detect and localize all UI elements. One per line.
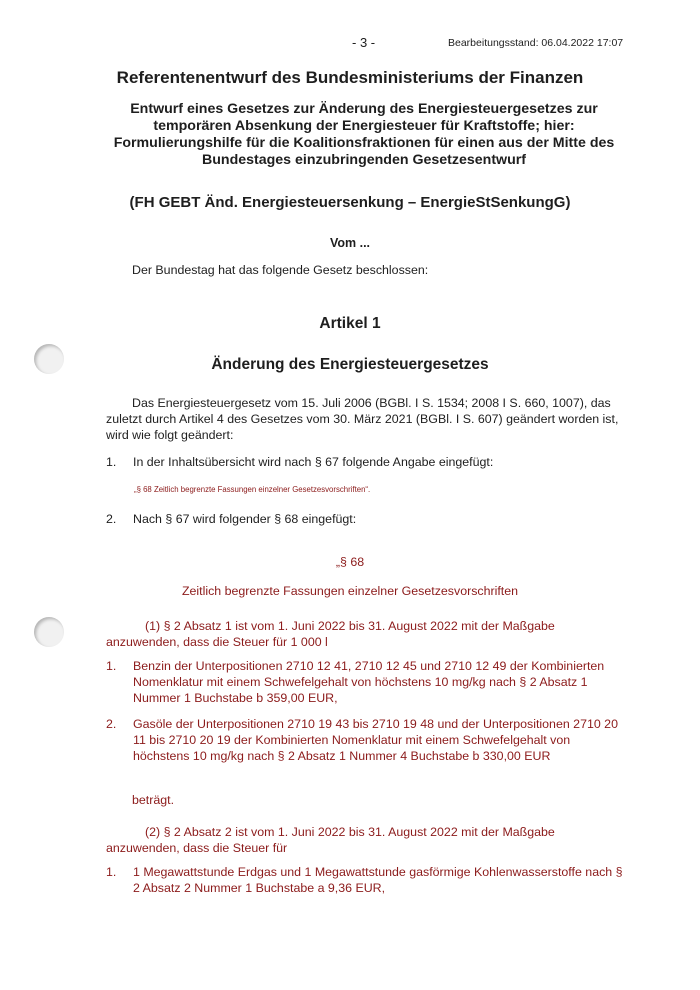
list-number: 2. xyxy=(106,512,117,526)
list-number: 1. xyxy=(106,455,117,469)
list-text: In der Inhaltsübersicht wird nach § 67 folgende Angabe eingefügt: xyxy=(133,455,494,469)
article-heading: Artikel 1 xyxy=(319,315,381,332)
page-number: - 3 - xyxy=(352,35,376,50)
article-paragraph: Das Energiesteuergesetz vom 15. Juli 2006 (BGBl. I S. 1534; 2008 I S. 660, 1007), das zuletzt durch Artikel 4 des Gesetzes vom 30. März 2021 (BGBl. I S. 607) geändert worden ist, wird wie folgt geändert: xyxy=(106,396,619,442)
punch-hole xyxy=(34,617,64,647)
article-title: Änderung des Energiesteuergesetzes xyxy=(211,356,489,373)
list-text: Gasöle der Unterpositionen 2710 19 43 bis 2710 19 48 und der Unterpositionen 2710 20 11 bis 2710 20 19 der Kombinierten Nomenklatur mit einem Schwefelgehalt von höchstens 10 mg/kg nach § 2 Absatz 1 Nummer 4 Buchstabe b 330,00 EUR xyxy=(133,717,618,763)
short-title: (FH GEBT Änd. Energiesteuersenkung – EnergieStSenkungG) xyxy=(129,194,571,211)
section-paragraph-2: (2) § 2 Absatz 2 ist vom 1. Juni 2022 bis 31. August 2022 mit der Maßgabe anzuwenden, dass die Steuer für xyxy=(106,825,555,855)
list-text: Benzin der Unterpositionen 2710 12 41, 2710 12 45 und 2710 12 49 der Kombinierten Nomenklatur mit einem Schwefelgehalt von höchstens 10 mg/kg nach § 2 Absatz 1 Nummer 1 Buchstabe b 359,00 EUR, xyxy=(133,659,605,705)
list-number: 1. xyxy=(106,659,117,673)
list-text: Nach § 67 wird folgender § 68 eingefügt: xyxy=(133,512,357,526)
section-title: Zeitlich begrenzte Fassungen einzelner Gesetzesvorschriften xyxy=(181,584,519,598)
paragraph-end: beträgt. xyxy=(132,793,175,807)
intro-text: Der Bundestag hat das folgende Gesetz beschlossen: xyxy=(132,263,429,277)
list-text: 1 Megawattstunde Erdgas und 1 Megawattstunde gasförmige Kohlenwasserstoffe nach § 2 Absatz 2 Nummer 1 Buchstabe a 9,36 EUR, xyxy=(133,865,623,895)
section-paragraph-1: (1) § 2 Absatz 1 ist vom 1. Juni 2022 bis 31. August 2022 mit der Maßgabe anzuwenden, dass die Steuer für 1 000 l xyxy=(106,619,555,649)
section-number: „§ 68 xyxy=(335,555,365,569)
list-number: 1. xyxy=(106,865,117,879)
document-title: Referentenentwurf des Bundesministeriums der Finanzen xyxy=(116,68,584,87)
date-line: Vom ... xyxy=(329,236,371,250)
document-subtitle: Entwurf eines Gesetzes zur Änderung des Energiesteuergesetzes zur temporären Absenkung der Energiesteuer für Kraftstoffe; hier: Formulierungshilfe für die Koalitionsfraktionen für einen aus der Mitte des Bundestages einzubringenden Gesetzesentwurf xyxy=(113,101,615,168)
edit-status: Bearbeitungsstand: 06.04.2022 17:07 xyxy=(448,37,624,49)
list-number: 2. xyxy=(106,717,117,731)
inserted-entry: „§ 68 Zeitlich begrenzte Fassungen einzelner Gesetzesvorschriften“. xyxy=(134,485,371,494)
